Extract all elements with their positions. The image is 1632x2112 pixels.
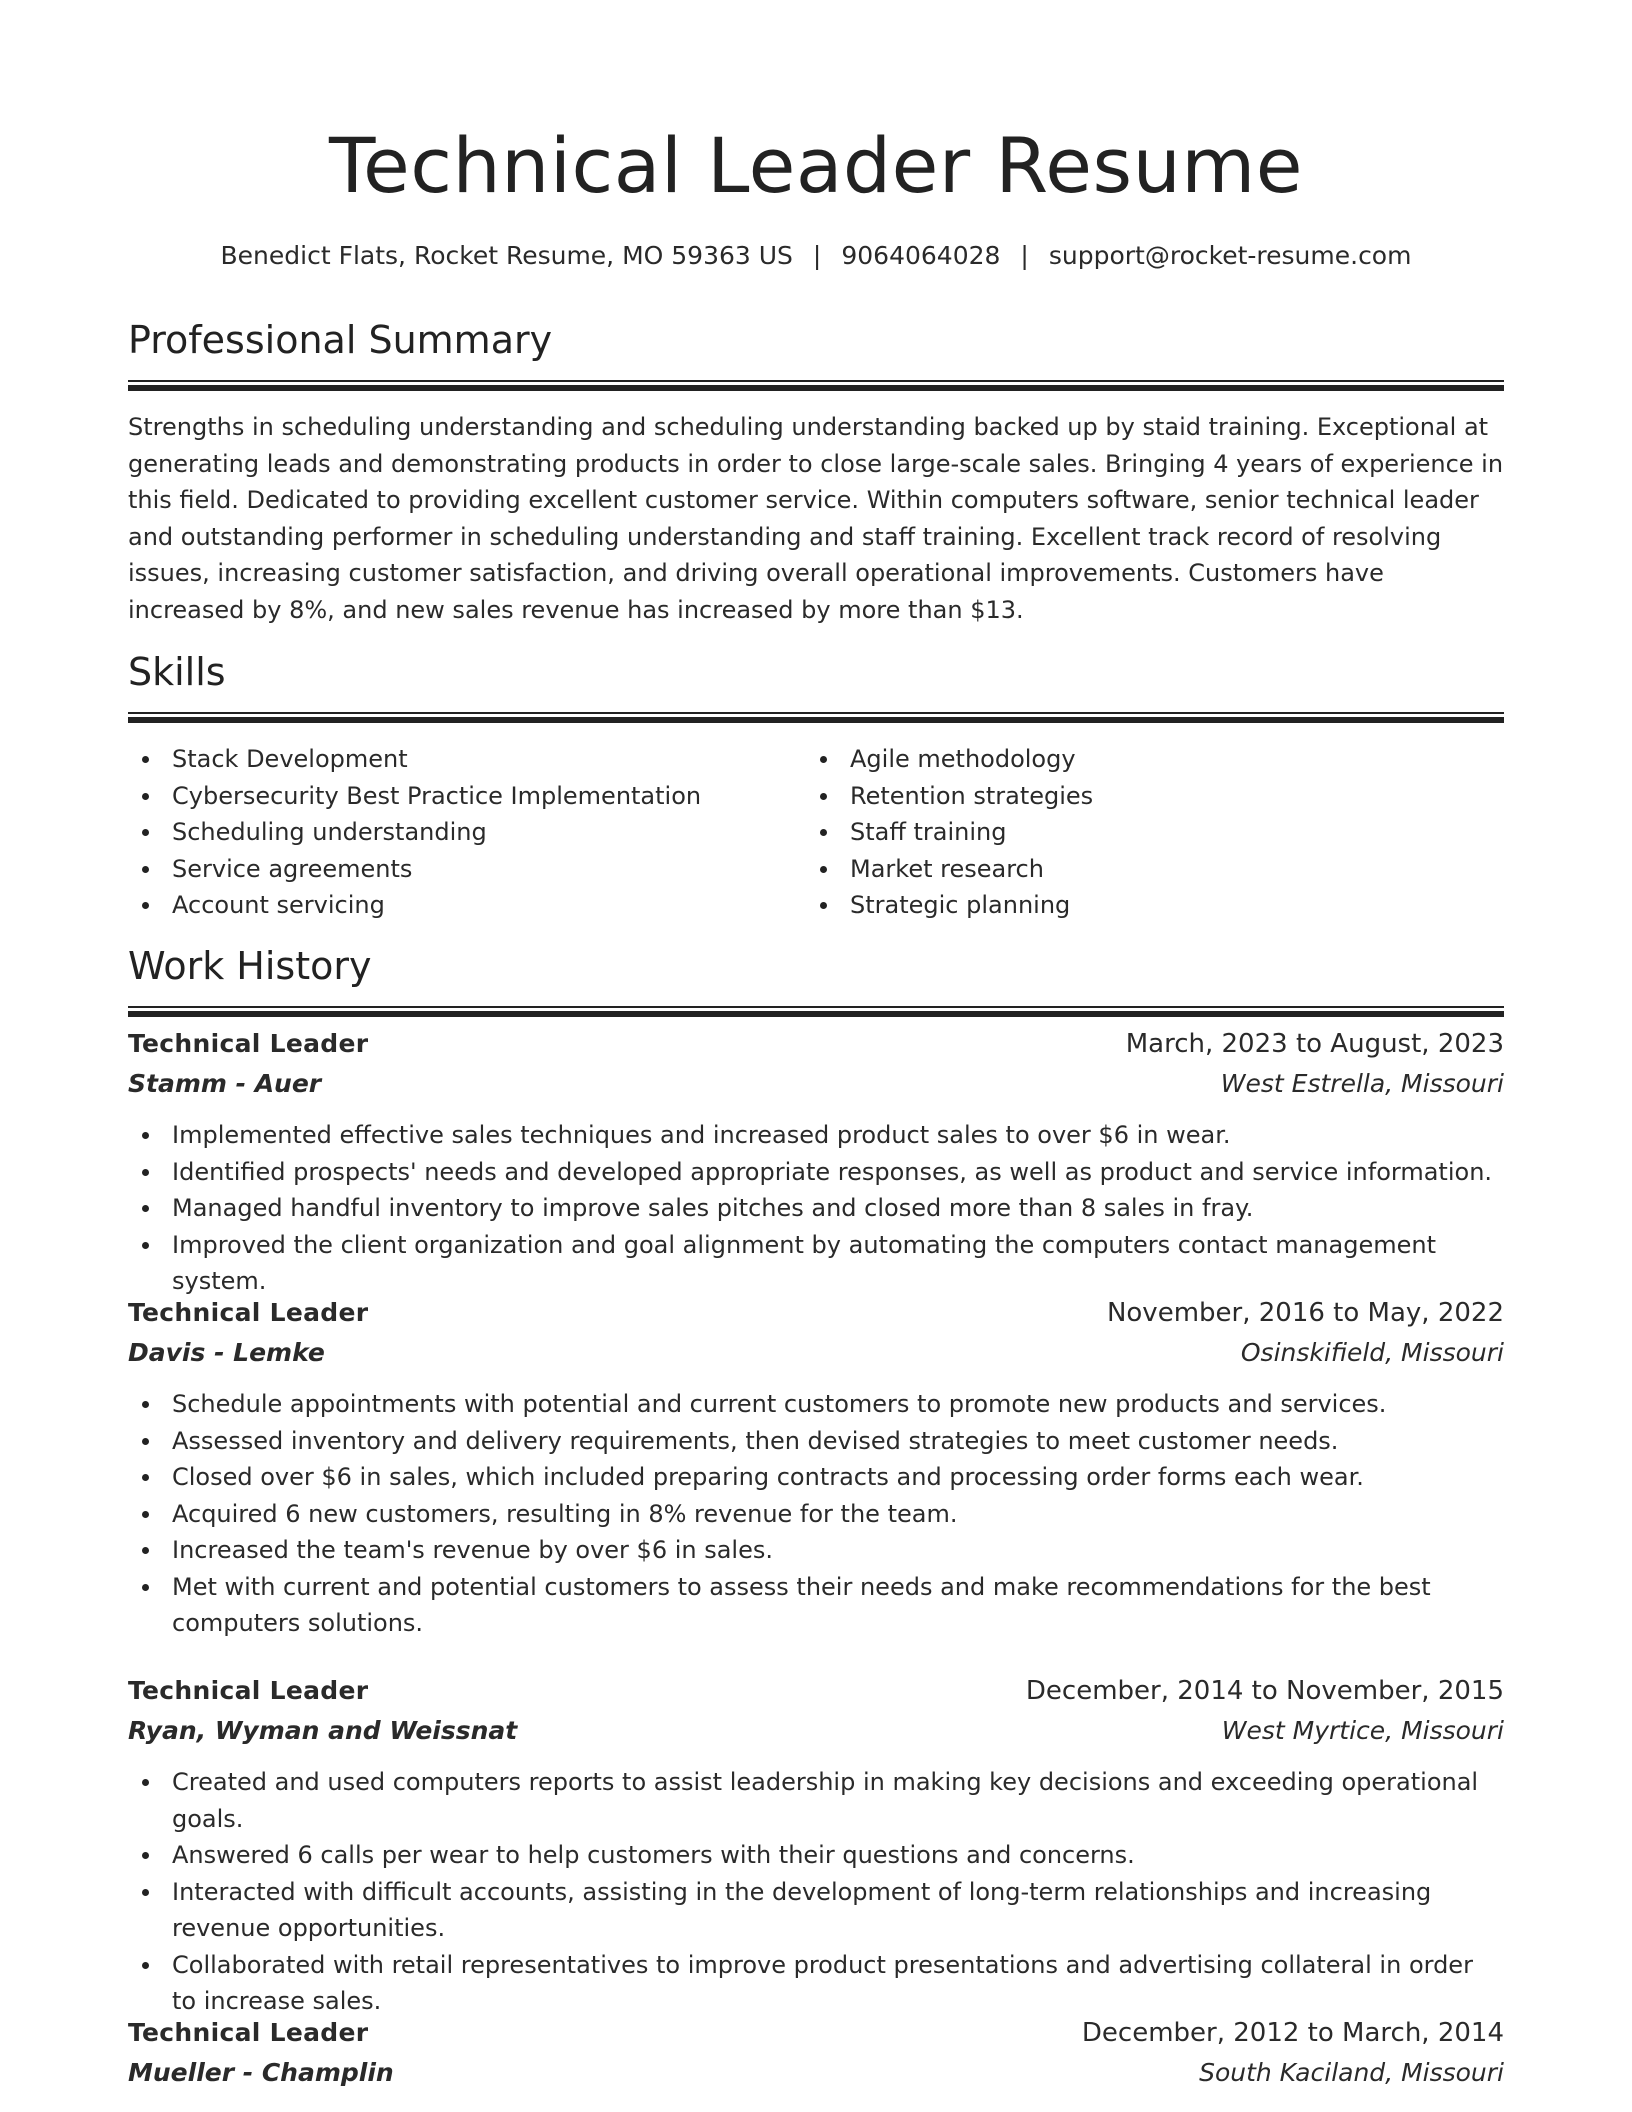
skills-column-left (128, 741, 806, 924)
skill-item: Cybersecurity Best Practice Implementation (128, 778, 806, 815)
contact-separator: | (812, 241, 822, 270)
job-bullet: Met with current and potential customers to assess their needs and make recommendations for the best computers solutions. (128, 1569, 1504, 1642)
job-title: Technical Leader (128, 1298, 369, 1327)
job-bullet: Improved the client organization and goal alignment by automating the computers contact management system. (128, 1227, 1504, 1300)
skill-item: Retention strategies (806, 778, 1484, 815)
skill-item: Market research (806, 851, 1484, 888)
section-divider (128, 380, 1504, 391)
summary-heading: Professional Summary (128, 318, 553, 362)
contact-address: Benedict Flats, Rocket Resume, MO 59363 US (220, 241, 793, 270)
summary-text: Strengths in scheduling understanding and scheduling understanding backed up by staid training. Exceptional at generating leads and demonstrating products in order to close large-scale sales. Bringing 4 years of experience in this field. Dedicated to providing excellent customer service. Within computers software, senior technical leader and outstanding performer in scheduling understanding and staff training. Excellent track record of resolving issues, increasing customer satisfaction, and driving overall operational improvements. Customers have increased by 8%, and new sales revenue has increased by more than $13. (128, 413, 1504, 624)
job-bullet: Managed handful inventory to improve sales pitches and closed more than 8 sales in fray. (128, 1190, 1504, 1227)
job-company: Davis - Lemke (128, 1338, 325, 1367)
job-location: South Kaciland, Missouri (1199, 2058, 1504, 2087)
job-dates: March, 2023 to August, 2023 (1125, 1029, 1504, 1059)
job-bullet: Created and used computers reports to assist leadership in making key decisions and exceeding operational goals. (128, 1764, 1504, 1837)
skills-section (128, 646, 1504, 924)
job-dates: December, 2012 to March, 2014 (1081, 2018, 1504, 2048)
job-company: Stamm - Auer (128, 1069, 322, 1098)
job-bullet: Answered 6 calls per wear to help customers with their questions and concerns. (128, 1837, 1504, 1874)
skills-column-right (806, 741, 1484, 924)
job-title: Technical Leader (128, 1029, 369, 1058)
skills-heading: Skills (128, 650, 226, 694)
job-bullets (128, 1386, 1504, 1642)
skill-item: Staff training (806, 814, 1484, 851)
job-location: West Myrtice, Missouri (1221, 1716, 1504, 1745)
work-history-heading: Work History (128, 944, 372, 988)
skill-item: Strategic planning (806, 887, 1484, 924)
job-dates: December, 2014 to November, 2015 (1025, 1676, 1504, 1706)
skill-item: Service agreements (128, 851, 806, 888)
job-bullet: Implemented effective sales techniques and increased product sales to over $6 in wear. (128, 1117, 1504, 1154)
job-bullet: Identified prospects' needs and developed appropriate responses, as well as product and service information. (128, 1154, 1504, 1191)
contact-email[interactable]: support@rocket-resume.com (1048, 241, 1412, 270)
contact-line (128, 238, 1504, 274)
job-title: Technical Leader (128, 1676, 369, 1705)
skill-item: Account servicing (128, 887, 806, 924)
job-bullet: Increased the team's revenue by over $6 in sales. (128, 1532, 1504, 1569)
job-entry (128, 1024, 1504, 1300)
job-entry (128, 2013, 1504, 2093)
resume-title: Technical Leader Resume (328, 121, 1304, 210)
job-entry (128, 1671, 1504, 2020)
job-entry (128, 1293, 1504, 1642)
skills-grid (128, 741, 1504, 924)
job-bullets (128, 1117, 1504, 1300)
job-location: West Estrella, Missouri (1220, 1069, 1504, 1098)
job-bullet: Acquired 6 new customers, resulting in 8% revenue for the team. (128, 1496, 1504, 1533)
job-location: Osinskifield, Missouri (1240, 1338, 1504, 1367)
work-history-section (128, 940, 1504, 1017)
skill-item: Stack Development (128, 741, 806, 778)
job-bullet: Assessed inventory and delivery requirements, then devised strategies to meet customer needs. (128, 1423, 1504, 1460)
job-bullets (128, 1764, 1504, 2020)
section-divider (128, 1006, 1504, 1017)
summary-section (128, 314, 1504, 628)
job-company: Mueller - Champlin (128, 2058, 394, 2087)
job-company: Ryan, Wyman and Weissnat (128, 1716, 518, 1745)
job-bullet: Interacted with difficult accounts, assisting in the development of long-term relationships and increasing revenue opportunities. (128, 1874, 1504, 1947)
section-divider (128, 712, 1504, 723)
job-bullet: Collaborated with retail representatives to improve product presentations and advertising collateral in order to increase sales. (128, 1947, 1504, 2020)
job-title: Technical Leader (128, 2018, 369, 2047)
job-bullet: Schedule appointments with potential and current customers to promote new products and services. (128, 1386, 1504, 1423)
contact-separator: | (1020, 241, 1029, 270)
skill-item: Agile methodology (806, 741, 1484, 778)
job-bullet: Closed over $6 in sales, which included preparing contracts and processing order forms each wear. (128, 1459, 1504, 1496)
contact-phone: 9064064028 (841, 241, 1001, 270)
job-dates: November, 2016 to May, 2022 (1106, 1298, 1504, 1328)
skill-item: Scheduling understanding (128, 814, 806, 851)
